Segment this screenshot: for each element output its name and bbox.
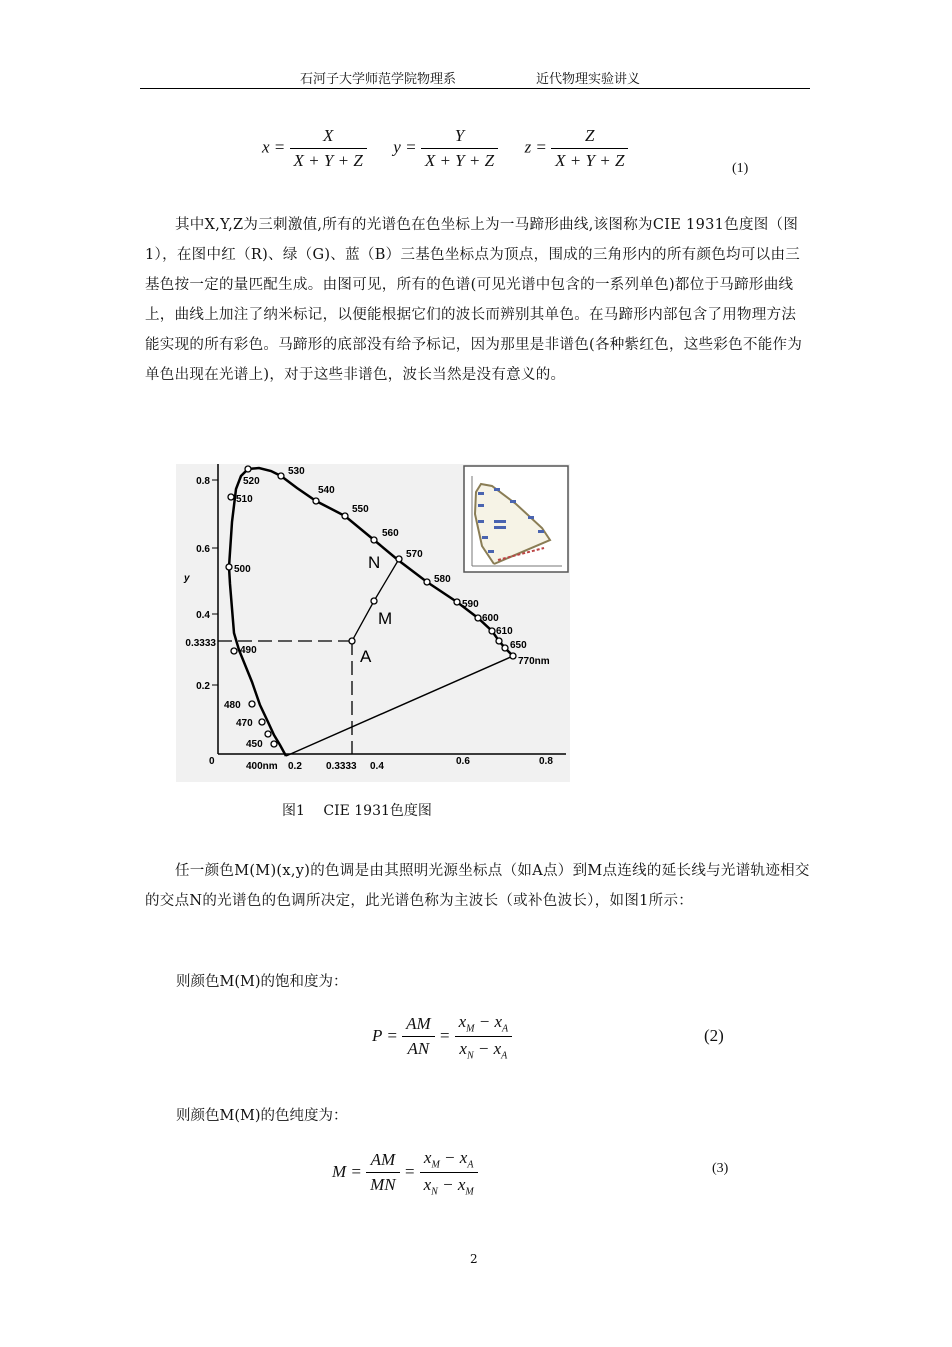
eq2-f2-num: $x_M - x_A$	[455, 1012, 513, 1037]
point-label-A: A	[360, 647, 372, 666]
wl-label: 540	[318, 485, 335, 496]
inset-marker	[482, 536, 488, 539]
marker-520	[245, 466, 251, 472]
header-institution: 石河子大学师范学院物理系	[300, 72, 457, 87]
eq2-f1-den: AN	[407, 1039, 430, 1059]
marker-610	[489, 628, 495, 634]
wl-label: 590	[462, 599, 479, 610]
inset-marker	[494, 526, 506, 529]
eq3-f2-num: $x_M - x_A$	[420, 1148, 478, 1173]
eq3-lhs: M =	[332, 1161, 362, 1181]
eq2-fraction-1	[402, 1014, 435, 1059]
marker-530	[278, 473, 284, 479]
marker-500	[226, 564, 232, 570]
marker-510	[228, 494, 234, 500]
header-course: 近代物理实验讲义	[536, 72, 641, 87]
equation-3-number: (3)	[712, 1161, 729, 1176]
marker-650b	[502, 645, 508, 651]
wl-label: 500	[234, 564, 251, 575]
equation-1	[262, 126, 628, 171]
marker-M	[371, 598, 377, 604]
marker-580	[424, 579, 430, 585]
x-tick-label: 400nm	[246, 761, 278, 772]
y-tick-label: 0.2	[196, 681, 210, 692]
eq1-z-lhs: z =	[524, 137, 547, 157]
wl-label: 580	[434, 574, 451, 585]
eq1-x-fraction	[290, 126, 367, 171]
marker-560	[371, 537, 377, 543]
y-tick-label: 0.4	[196, 610, 210, 621]
saturation-intro: 则颜色M(M)的饱和度为：	[176, 974, 348, 990]
eq3-f1-num: AM	[366, 1150, 400, 1173]
y-axis-label: y	[184, 573, 190, 584]
marker-460	[265, 731, 271, 737]
point-label-N: N	[368, 553, 381, 572]
inset-marker	[478, 520, 484, 523]
marker-470	[259, 719, 265, 725]
inset-marker	[538, 530, 544, 533]
eq2-f2-den: $x_N - x_A$	[459, 1039, 508, 1062]
eq3-fraction-1	[366, 1150, 400, 1195]
equation-1-number: (1)	[732, 161, 749, 176]
inset-marker	[488, 550, 494, 553]
inset-marker	[494, 488, 500, 491]
wl-label: 510	[236, 494, 253, 505]
wl-label: 610	[496, 626, 513, 637]
y-tick-label: 0.6	[196, 544, 210, 555]
eq1-x-num: X	[290, 126, 367, 149]
eq1-z-fraction	[551, 126, 628, 171]
wl-label: 570	[406, 549, 423, 560]
inset-marker	[494, 520, 506, 523]
equation-2: P = $\frac{AM}{AN}$ = $\frac{x_M - x_A}{x_N - x_A}$	[372, 1012, 512, 1062]
x-tick-label: 0.6	[456, 756, 470, 767]
x-tick-label: 0	[209, 756, 215, 767]
eq1-y-den: X + Y + Z	[424, 151, 495, 170]
eq1-x-den: X + Y + Z	[293, 151, 363, 170]
x-tick-label: 0.2	[288, 761, 302, 772]
inset-marker	[528, 516, 534, 519]
eq2-fraction-2	[455, 1012, 513, 1062]
marker-490	[231, 648, 237, 654]
x-tick-label: 0.4	[370, 761, 384, 772]
marker-570	[396, 556, 402, 562]
eq3-f1-den: MN	[370, 1175, 396, 1195]
y-tick-label: 0.3333	[185, 638, 216, 649]
paragraph-1: 其中X,Y,Z为三刺激值,所有的光谱色在色坐标上为一马蹄形曲线,该图称为CIE 1931色度图（图1），在图中红（R)、绿（G)、蓝（B）三基色坐标点为顶点，围成的三角形内的所有颜色均可以由三基色按一定的量匹配生成。由图可见，所有的色谱(可见光谱中包含的一系列单色)都位于马蹄形曲线上，曲线上加注了纳米标记，以便能根据它们的波长而辨别其单色。在马蹄形内部包含了用物理方法能实现的所有彩色。马蹄形的底部没有给予标记，因为那里是非谱色(各种紫红色，这些彩色不能作为单色出现在光谱上)，对于这些非谱色，波长当然是没有意义的。	[145, 217, 803, 383]
eq1-y-fraction	[421, 126, 498, 171]
wl-label: 560	[382, 528, 399, 539]
marker-480	[249, 701, 255, 707]
eq1-y-lhs: y =	[393, 137, 417, 157]
point-label-M: M	[378, 609, 393, 628]
wl-label: 470	[236, 718, 253, 729]
eq3-f2-den: $x_N - x_M$	[423, 1175, 474, 1198]
inset-marker	[510, 500, 516, 503]
equation-2-number: (2)	[704, 1026, 724, 1045]
inset-thumbnail	[464, 466, 568, 572]
x-tick-label: 0.8	[539, 756, 553, 767]
eq1-y-num: Y	[421, 126, 498, 149]
purity-intro: 则颜色M(M)的色纯度为：	[176, 1108, 348, 1124]
eq2-f1-num: AM	[402, 1014, 435, 1037]
figure-1	[176, 464, 570, 782]
page-number: 2	[470, 1252, 478, 1266]
eq1-z-num: Z	[551, 126, 628, 149]
eq1-z-den: X + Y + Z	[555, 151, 625, 170]
inset-marker	[478, 492, 484, 495]
wl-label: 480	[224, 700, 241, 711]
wl-label: 490	[240, 645, 257, 656]
wl-label: 450	[246, 739, 263, 750]
marker-590	[454, 599, 460, 605]
marker-770	[510, 653, 516, 659]
page-header	[140, 66, 810, 89]
y-tick-label: 0.8	[196, 476, 210, 487]
cie-chromaticity-diagram	[176, 464, 570, 782]
wl-label: 650	[510, 640, 527, 651]
inset-marker	[478, 504, 484, 507]
marker-650	[496, 638, 502, 644]
wl-label: 550	[352, 504, 369, 515]
eq3-fraction-2	[420, 1148, 478, 1198]
marker-540	[313, 498, 319, 504]
marker-550	[342, 513, 348, 519]
equation-3: M = $\frac{AM}{MN}$ = $\frac{x_M - x_A}{x_N - x_M}$	[332, 1148, 478, 1198]
paragraph-2: 任一颜色M(M)(x,y)的色调是由其照明光源坐标点（如A点）到M点连线的延长线与光谱轨迹相交的交点N的光谱色的色调所决定，此光谱色称为主波长（或补色波长），如图1所示：	[145, 863, 810, 909]
figure-caption: 图1 CIE 1931色度图	[282, 803, 432, 819]
wl-label: 530	[288, 466, 305, 477]
marker-450	[271, 741, 277, 747]
eq1-x-lhs: x =	[262, 137, 286, 157]
purple-line	[286, 656, 513, 756]
wl-label: 770nm	[518, 656, 550, 667]
wl-label: 600	[482, 613, 499, 624]
wl-label: 520	[243, 476, 260, 487]
marker-A	[349, 638, 355, 644]
marker-600	[475, 615, 481, 621]
x-tick-label: 0.3333	[326, 761, 357, 772]
eq2-lhs: P =	[372, 1025, 398, 1045]
